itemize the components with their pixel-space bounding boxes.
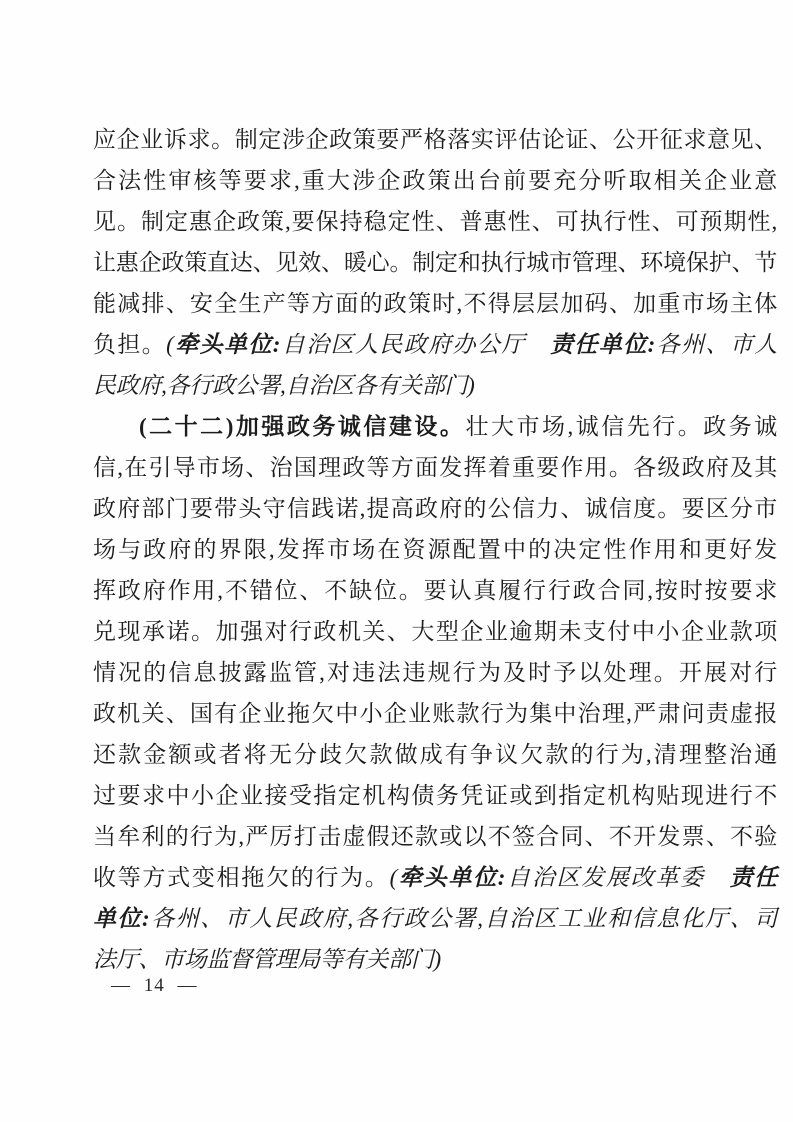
- text-line: [93, 160, 777, 201]
- document-body: [93, 119, 777, 980]
- attribution-text: 责任: [729, 865, 778, 890]
- page-number: — 14 —: [111, 975, 198, 996]
- body-text: 收等方式变相拖欠的行为。: [93, 865, 390, 890]
- attribution-text: 牵头单位:: [396, 865, 506, 890]
- body-text: 应企业诉求。制定涉企政策要严格落实评估论证、公开征求意见、: [93, 127, 777, 152]
- text-line: [93, 775, 777, 816]
- body-text: 能减排、安全生产等方面的政策时,不得层层加码、加重市场主体: [93, 291, 777, 316]
- attribution-text: (: [166, 332, 174, 357]
- body-text: 情况的信息披露监管,对违法违规行为及时予以处理。开展对行: [93, 660, 777, 685]
- body-text: 过要求中小企业接受指定机构债务凭证或到指定机构贴现进行不: [93, 783, 777, 808]
- body-text: 政府部门要带头守信践诺,提高政府的公信力、诚信度。要区分市: [93, 496, 777, 521]
- attribution-text: 自治区人民政府办公厅: [280, 332, 526, 357]
- attribution-text: 责任单位:: [550, 332, 656, 357]
- body-text: 挥政府作用,不错位、不缺位。要认真履行行政合同,按时按要求: [93, 578, 777, 603]
- body-text: 让惠企政策直达、见效、暖心。制定和执行城市管理、环境保护、节: [93, 250, 777, 275]
- body-text: 当牟利的行为,严厉打击虚假还款或以不签合同、不开发票、不验: [93, 824, 777, 849]
- attribution-text: 各州、市人民政府,各行政公署,自治区工业和信息化厅、司: [149, 906, 777, 931]
- text-line: [93, 283, 777, 324]
- attribution-text: [526, 332, 550, 357]
- text-line: [93, 611, 777, 652]
- attribution-text: 各州、市人: [655, 332, 777, 357]
- section-heading-text: (二十二)加强政务诚信建设。: [139, 414, 466, 439]
- text-line: [93, 365, 777, 406]
- text-line: [93, 406, 777, 447]
- text-line: [93, 529, 777, 570]
- body-text: 还款金额或者将无分歧欠款做成有争议欠款的行为,清理整治通: [93, 742, 777, 767]
- body-text: 见。制定惠企政策,要保持稳定性、普惠性、可执行性、可预期性,: [93, 209, 777, 234]
- body-text: 负担。: [93, 332, 167, 357]
- text-line: [93, 570, 777, 611]
- text-line: [93, 324, 777, 365]
- attribution-text: 民政府,各行政公署,自治区各有关部门): [93, 373, 475, 398]
- attribution-text: (: [389, 865, 397, 890]
- body-text: 壮大市场,诚信先行。政务诚: [465, 414, 777, 439]
- text-line: [93, 447, 777, 488]
- text-line: [93, 693, 777, 734]
- attribution-text: 自治区发展改革委: [505, 865, 705, 890]
- attribution-text: 单位:: [93, 906, 150, 931]
- text-line: [93, 488, 777, 529]
- text-line: [93, 201, 777, 242]
- body-text: 合法性审核等要求,重大涉企政策出台前要充分听取相关企业意: [93, 168, 777, 193]
- text-line: [93, 242, 777, 283]
- attribution-text: 牵头单位:: [173, 332, 281, 357]
- text-line: [93, 652, 777, 693]
- body-text: 兑现承诺。加强对行政机关、大型企业逾期未支付中小企业款项: [93, 619, 777, 644]
- text-line: [93, 119, 777, 160]
- body-text: 场与政府的界限,发挥市场在资源配置中的决定性作用和更好发: [93, 537, 777, 562]
- body-text: 信,在引导市场、治国理政等方面发挥着重要作用。各级政府及其: [93, 455, 777, 480]
- attribution-text: [705, 865, 730, 890]
- body-text: 政机关、国有企业拖欠中小企业账款行为集中治理,严肃问责虚报: [93, 701, 777, 726]
- text-line: [93, 734, 777, 775]
- text-line: [93, 857, 777, 898]
- text-line: [93, 898, 777, 939]
- attribution-text: 法厅、市场监督管理局等有关部门): [93, 947, 441, 972]
- text-line: [93, 816, 777, 857]
